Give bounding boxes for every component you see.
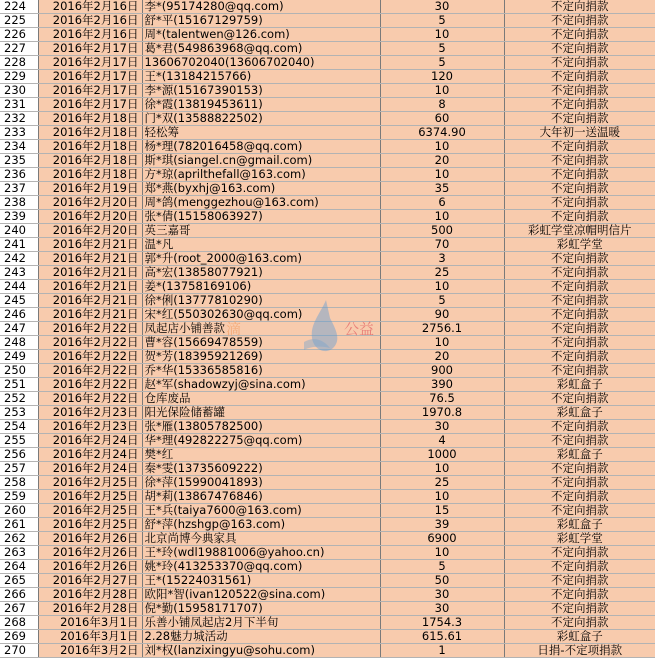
row-number-cell[interactable]: 243 — [0, 266, 38, 280]
row-number-cell[interactable]: 255 — [0, 434, 38, 448]
row-number-cell[interactable]: 231 — [0, 98, 38, 112]
note-cell[interactable]: 日捐-不定项捐款 — [504, 644, 655, 658]
row-number-cell[interactable]: 225 — [0, 14, 38, 28]
date-cell[interactable]: 2016年2月27日 — [38, 574, 142, 588]
table-row — [0, 168, 655, 182]
amount-cell[interactable]: 4 — [380, 434, 504, 448]
note-cell[interactable]: 彩虹盒子 — [504, 406, 655, 420]
table-row — [0, 84, 655, 98]
table-row — [0, 378, 655, 392]
amount-cell[interactable]: 10 — [380, 546, 504, 560]
table-row — [0, 574, 655, 588]
table-row — [0, 420, 655, 434]
amount-cell[interactable]: 6374.90 — [380, 126, 504, 140]
donor-cell[interactable]: 13606702040(13606702040) — [142, 56, 380, 70]
row-number-cell[interactable]: 244 — [0, 280, 38, 294]
note-cell[interactable]: 不定向捐款 — [504, 266, 655, 280]
table-row — [0, 56, 655, 70]
note-cell[interactable]: 不定向捐款 — [504, 476, 655, 490]
donor-cell[interactable]: 杨*理(782016458@qq.com) — [142, 140, 380, 154]
amount-cell[interactable]: 30 — [380, 588, 504, 602]
note-cell[interactable]: 不定向捐款 — [504, 56, 655, 70]
donor-cell[interactable]: 舒*萍(hzshgp@163.com) — [142, 518, 380, 532]
donor-cell[interactable]: 葛*君(549863968@qq.com) — [142, 42, 380, 56]
amount-cell[interactable]: 8 — [380, 98, 504, 112]
row-number-cell[interactable]: 251 — [0, 378, 38, 392]
amount-cell[interactable]: 76.5 — [380, 392, 504, 406]
date-cell[interactable]: 2016年2月19日 — [38, 182, 142, 196]
amount-cell[interactable]: 120 — [380, 70, 504, 84]
date-cell[interactable]: 2016年2月28日 — [38, 588, 142, 602]
donor-cell[interactable]: 郑*燕(byxhj@163.com) — [142, 182, 380, 196]
note-cell[interactable]: 彩虹学堂 — [504, 532, 655, 546]
table-row — [0, 518, 655, 532]
date-cell[interactable]: 2016年2月20日 — [38, 196, 142, 210]
row-number-cell[interactable]: 257 — [0, 462, 38, 476]
table-row — [0, 308, 655, 322]
note-cell[interactable]: 不定向捐款 — [504, 84, 655, 98]
donor-cell[interactable]: 李*源(15167390153) — [142, 84, 380, 98]
date-cell[interactable]: 2016年2月28日 — [38, 602, 142, 616]
date-cell[interactable]: 2016年2月17日 — [38, 98, 142, 112]
table-row — [0, 588, 655, 602]
note-cell[interactable]: 彩虹盒子 — [504, 378, 655, 392]
row-number-cell[interactable]: 261 — [0, 518, 38, 532]
amount-cell[interactable]: 10 — [380, 210, 504, 224]
table-row — [0, 252, 655, 266]
row-number-cell[interactable]: 249 — [0, 350, 38, 364]
amount-cell[interactable]: 6 — [380, 196, 504, 210]
date-cell[interactable]: 2016年2月26日 — [38, 532, 142, 546]
donor-cell[interactable]: 樊*红 — [142, 448, 380, 462]
amount-cell[interactable]: 90 — [380, 308, 504, 322]
donor-cell[interactable]: 贺*芳(18395921269) — [142, 350, 380, 364]
donor-cell[interactable]: 胡*莉(13867476846) — [142, 490, 380, 504]
donor-cell[interactable]: 周*(talentwen@126.com) — [142, 28, 380, 42]
amount-cell[interactable]: 500 — [380, 224, 504, 238]
donor-cell[interactable]: 阳光保险储蓄罐 — [142, 406, 380, 420]
row-number-cell[interactable]: 230 — [0, 84, 38, 98]
donor-cell[interactable]: 乐善小铺凤起店2月下半旬 — [142, 616, 380, 630]
donor-cell[interactable]: 轻松筹 — [142, 126, 380, 140]
amount-cell[interactable]: 900 — [380, 364, 504, 378]
date-cell[interactable]: 2016年2月17日 — [38, 70, 142, 84]
note-cell[interactable]: 不定向捐款 — [504, 602, 655, 616]
row-number-cell[interactable]: 226 — [0, 28, 38, 42]
table-row — [0, 350, 655, 364]
note-cell[interactable]: 不定向捐款 — [504, 546, 655, 560]
note-cell[interactable]: 彩虹盒子 — [504, 630, 655, 644]
note-cell[interactable]: 不定向捐款 — [504, 182, 655, 196]
amount-cell[interactable]: 1000 — [380, 448, 504, 462]
date-cell[interactable]: 2016年2月20日 — [38, 224, 142, 238]
row-number-cell[interactable]: 262 — [0, 532, 38, 546]
amount-cell[interactable]: 10 — [380, 490, 504, 504]
table-row — [0, 630, 655, 644]
donor-cell[interactable]: 门*双(13588822502) — [142, 112, 380, 126]
table-row — [0, 42, 655, 56]
amount-cell[interactable]: 10 — [380, 168, 504, 182]
table-row — [0, 266, 655, 280]
row-number-cell[interactable]: 253 — [0, 406, 38, 420]
amount-cell[interactable]: 70 — [380, 238, 504, 252]
table-row — [0, 546, 655, 560]
note-cell[interactable]: 彩虹学堂 — [504, 238, 655, 252]
donor-cell[interactable]: 王*(13184215766) — [142, 70, 380, 84]
donor-cell[interactable]: 郭*升(root_2000@163.com) — [142, 252, 380, 266]
note-cell[interactable]: 不定向捐款 — [504, 434, 655, 448]
donor-cell[interactable]: 徐*萍(15990041893) — [142, 476, 380, 490]
amount-cell[interactable]: 50 — [380, 574, 504, 588]
donor-cell[interactable]: 王*玲(wdl19881006@yahoo.cn) — [142, 546, 380, 560]
table-row — [0, 294, 655, 308]
row-number-cell[interactable]: 268 — [0, 616, 38, 630]
note-cell[interactable]: 不定向捐款 — [504, 420, 655, 434]
row-number-cell[interactable]: 254 — [0, 420, 38, 434]
date-cell[interactable]: 2016年3月1日 — [38, 616, 142, 630]
donor-cell[interactable]: 张*雁(13805782500) — [142, 420, 380, 434]
table-row — [0, 364, 655, 378]
date-cell[interactable]: 2016年3月2日 — [38, 644, 142, 658]
row-number-cell[interactable]: 229 — [0, 70, 38, 84]
row-number-cell[interactable]: 236 — [0, 168, 38, 182]
date-cell[interactable]: 2016年2月26日 — [38, 546, 142, 560]
row-number-cell[interactable]: 232 — [0, 112, 38, 126]
note-cell[interactable]: 不定向捐款 — [504, 490, 655, 504]
table-row — [0, 238, 655, 252]
table-row — [0, 0, 655, 14]
row-number-cell[interactable]: 224 — [0, 0, 38, 14]
row-number-cell[interactable]: 234 — [0, 140, 38, 154]
amount-cell[interactable]: 3 — [380, 252, 504, 266]
table-row — [0, 14, 655, 28]
note-cell[interactable]: 不定向捐款 — [504, 210, 655, 224]
date-cell[interactable]: 2016年2月22日 — [38, 322, 142, 336]
note-cell[interactable]: 不定向捐款 — [504, 350, 655, 364]
donor-cell[interactable]: 倪*勤(15958171707) — [142, 602, 380, 616]
date-cell[interactable]: 2016年2月18日 — [38, 112, 142, 126]
date-cell[interactable]: 2016年2月17日 — [38, 84, 142, 98]
amount-cell[interactable]: 10 — [380, 84, 504, 98]
amount-cell[interactable]: 5 — [380, 294, 504, 308]
donor-cell[interactable]: 高*宏(13858077921) — [142, 266, 380, 280]
table-row — [0, 336, 655, 350]
donor-cell[interactable]: 姜*(13758169106) — [142, 280, 380, 294]
table-row — [0, 280, 655, 294]
row-number-cell[interactable]: 247 — [0, 322, 38, 336]
table-row — [0, 322, 655, 336]
table-row — [0, 112, 655, 126]
amount-cell[interactable]: 15 — [380, 504, 504, 518]
date-cell[interactable]: 2016年2月26日 — [38, 560, 142, 574]
date-cell[interactable]: 2016年2月18日 — [38, 154, 142, 168]
table-row — [0, 224, 655, 238]
row-number-cell[interactable]: 250 — [0, 364, 38, 378]
date-cell[interactable]: 2016年2月24日 — [38, 462, 142, 476]
date-cell[interactable]: 2016年2月21日 — [38, 252, 142, 266]
row-number-cell[interactable]: 260 — [0, 504, 38, 518]
row-number-cell[interactable]: 266 — [0, 588, 38, 602]
row-number-cell[interactable]: 227 — [0, 42, 38, 56]
date-cell[interactable]: 2016年2月21日 — [38, 280, 142, 294]
date-cell[interactable]: 2016年2月17日 — [38, 42, 142, 56]
donor-cell[interactable]: 刘*权(lanzixingyu@sohu.com) — [142, 644, 380, 658]
note-cell[interactable]: 不定向捐款 — [504, 616, 655, 630]
row-number-cell[interactable]: 258 — [0, 476, 38, 490]
donor-cell[interactable]: 王*兵(taiya7600@163.com) — [142, 504, 380, 518]
donor-cell[interactable]: 2.28魅力城活动 — [142, 630, 380, 644]
table-row — [0, 140, 655, 154]
note-cell[interactable]: 不定向捐款 — [504, 196, 655, 210]
donor-cell[interactable]: 姚*玲(413253370@qq.com) — [142, 560, 380, 574]
donor-cell[interactable]: 凤起店小铺善款 — [142, 322, 380, 336]
donor-cell[interactable]: 张*倩(15158063927) — [142, 210, 380, 224]
note-cell[interactable]: 彩虹学堂凉帽明信片 — [504, 224, 655, 238]
row-number-cell[interactable]: 235 — [0, 154, 38, 168]
date-cell[interactable]: 2016年2月22日 — [38, 378, 142, 392]
note-cell[interactable]: 不定向捐款 — [504, 588, 655, 602]
table-row — [0, 196, 655, 210]
amount-cell[interactable]: 10 — [380, 336, 504, 350]
donor-cell[interactable]: 斯*琪(siangel.cn@gmail.com) — [142, 154, 380, 168]
donor-cell[interactable]: 北京尚博今典家具 — [142, 532, 380, 546]
date-cell[interactable]: 2016年2月25日 — [38, 504, 142, 518]
date-cell[interactable]: 2016年2月25日 — [38, 490, 142, 504]
row-number-cell[interactable]: 264 — [0, 560, 38, 574]
table-row — [0, 126, 655, 140]
note-cell[interactable]: 不定向捐款 — [504, 98, 655, 112]
amount-cell[interactable]: 5 — [380, 14, 504, 28]
watermark-left-text: 滴 — [226, 320, 242, 338]
amount-cell[interactable]: 2756.1 — [380, 322, 504, 336]
date-cell[interactable]: 2016年2月16日 — [38, 14, 142, 28]
row-number-cell[interactable]: 265 — [0, 574, 38, 588]
note-cell[interactable]: 不定向捐款 — [504, 294, 655, 308]
table-row — [0, 434, 655, 448]
amount-cell[interactable]: 39 — [380, 518, 504, 532]
note-cell[interactable]: 不定向捐款 — [504, 392, 655, 406]
table-row — [0, 392, 655, 406]
note-cell[interactable]: 彩虹盒子 — [504, 518, 655, 532]
date-cell[interactable]: 2016年2月23日 — [38, 406, 142, 420]
row-number-cell[interactable]: 263 — [0, 546, 38, 560]
donor-cell[interactable]: 曹*容(15669478559) — [142, 336, 380, 350]
donor-cell[interactable]: 王*(15224031561) — [142, 574, 380, 588]
donor-cell[interactable]: 徐*俐(13777810290) — [142, 294, 380, 308]
table-row — [0, 532, 655, 546]
amount-cell[interactable]: 25 — [380, 476, 504, 490]
date-cell[interactable]: 2016年2月22日 — [38, 336, 142, 350]
donor-cell[interactable]: 仓库废品 — [142, 392, 380, 406]
date-cell[interactable]: 2016年2月22日 — [38, 364, 142, 378]
table-row — [0, 504, 655, 518]
amount-cell[interactable]: 20 — [380, 154, 504, 168]
row-number-cell[interactable]: 238 — [0, 196, 38, 210]
note-cell[interactable]: 不定向捐款 — [504, 14, 655, 28]
donor-cell[interactable]: 徐*霞(13819453611) — [142, 98, 380, 112]
date-cell[interactable]: 2016年2月24日 — [38, 434, 142, 448]
table-row — [0, 476, 655, 490]
table-row — [0, 210, 655, 224]
note-cell[interactable]: 不定向捐款 — [504, 154, 655, 168]
date-cell[interactable]: 2016年3月1日 — [38, 630, 142, 644]
note-cell[interactable]: 不定向捐款 — [504, 322, 655, 336]
row-number-cell[interactable]: 246 — [0, 308, 38, 322]
note-cell[interactable]: 不定向捐款 — [504, 168, 655, 182]
amount-cell[interactable]: 60 — [380, 112, 504, 126]
table-row — [0, 448, 655, 462]
date-cell[interactable]: 2016年2月21日 — [38, 308, 142, 322]
donor-cell[interactable]: 温*凡 — [142, 238, 380, 252]
date-cell[interactable]: 2016年2月21日 — [38, 266, 142, 280]
note-cell[interactable]: 不定向捐款 — [504, 0, 655, 14]
row-number-cell[interactable]: 245 — [0, 294, 38, 308]
date-cell[interactable]: 2016年2月17日 — [38, 56, 142, 70]
date-cell[interactable]: 2016年2月18日 — [38, 140, 142, 154]
row-number-cell[interactable]: 259 — [0, 490, 38, 504]
row-number-cell[interactable]: 239 — [0, 210, 38, 224]
amount-cell[interactable]: 1970.8 — [380, 406, 504, 420]
table-row — [0, 616, 655, 630]
row-number-cell[interactable]: 241 — [0, 238, 38, 252]
donor-cell[interactable]: 欧阳*智(ivan120522@sina.com) — [142, 588, 380, 602]
note-cell[interactable]: 不定向捐款 — [504, 574, 655, 588]
note-cell[interactable]: 不定向捐款 — [504, 112, 655, 126]
amount-cell[interactable]: 20 — [380, 350, 504, 364]
note-cell[interactable]: 不定向捐款 — [504, 560, 655, 574]
date-cell[interactable]: 2016年2月24日 — [38, 448, 142, 462]
note-cell[interactable]: 不定向捐款 — [504, 364, 655, 378]
donor-cell[interactable]: 周*鸽(menggezhou@163.com) — [142, 196, 380, 210]
note-cell[interactable]: 不定向捐款 — [504, 280, 655, 294]
row-number-cell[interactable]: 269 — [0, 630, 38, 644]
row-number-cell[interactable]: 228 — [0, 56, 38, 70]
note-cell[interactable]: 不定向捐款 — [504, 252, 655, 266]
date-cell[interactable]: 2016年2月18日 — [38, 126, 142, 140]
table-row — [0, 490, 655, 504]
table-row — [0, 406, 655, 420]
row-number-cell[interactable]: 270 — [0, 644, 38, 658]
note-cell[interactable]: 不定向捐款 — [504, 504, 655, 518]
date-cell[interactable]: 2016年2月22日 — [38, 392, 142, 406]
table-row — [0, 602, 655, 616]
amount-cell[interactable]: 10 — [380, 280, 504, 294]
table-row — [0, 560, 655, 574]
row-number-cell[interactable]: 240 — [0, 224, 38, 238]
donor-cell[interactable]: 英三嘉哥 — [142, 224, 380, 238]
amount-cell[interactable]: 10 — [380, 462, 504, 476]
donor-cell[interactable]: 秦*雯(13735609222) — [142, 462, 380, 476]
amount-cell[interactable]: 5 — [380, 42, 504, 56]
table-row — [0, 28, 655, 42]
amount-cell[interactable]: 5 — [380, 560, 504, 574]
table-row — [0, 182, 655, 196]
row-number-cell[interactable]: 256 — [0, 448, 38, 462]
amount-cell[interactable]: 35 — [380, 182, 504, 196]
table-row — [0, 70, 655, 84]
donor-cell[interactable]: 舒*平(15167129759) — [142, 14, 380, 28]
watermark-right-text: 公益 — [344, 320, 375, 338]
amount-cell[interactable]: 30 — [380, 420, 504, 434]
row-number-cell[interactable]: 252 — [0, 392, 38, 406]
note-cell[interactable]: 不定向捐款 — [504, 42, 655, 56]
row-number-cell[interactable]: 242 — [0, 252, 38, 266]
date-cell[interactable]: 2016年2月21日 — [38, 294, 142, 308]
amount-cell[interactable]: 30 — [380, 602, 504, 616]
date-cell[interactable]: 2016年2月20日 — [38, 210, 142, 224]
date-cell[interactable]: 2016年2月25日 — [38, 476, 142, 490]
donor-cell[interactable]: 方*琼(aprilthefall@163.com) — [142, 168, 380, 182]
amount-cell[interactable]: 1 — [380, 644, 504, 658]
donor-cell[interactable]: 华*理(492822275@qq.com) — [142, 434, 380, 448]
amount-cell[interactable]: 1754.3 — [380, 616, 504, 630]
note-cell[interactable]: 不定向捐款 — [504, 28, 655, 42]
row-number-cell[interactable]: 248 — [0, 336, 38, 350]
amount-cell[interactable]: 5 — [380, 56, 504, 70]
donor-cell[interactable]: 乔*华(15336585816) — [142, 364, 380, 378]
note-cell[interactable]: 不定向捐款 — [504, 336, 655, 350]
note-cell[interactable]: 不定向捐款 — [504, 140, 655, 154]
date-cell[interactable]: 2016年2月16日 — [38, 0, 142, 14]
table-row — [0, 154, 655, 168]
amount-cell[interactable]: 10 — [380, 28, 504, 42]
table-row — [0, 98, 655, 112]
date-cell[interactable]: 2016年2月25日 — [38, 518, 142, 532]
amount-cell[interactable]: 6900 — [380, 532, 504, 546]
row-number-cell[interactable]: 267 — [0, 602, 38, 616]
table-row — [0, 462, 655, 476]
note-cell[interactable]: 彩虹盒子 — [504, 448, 655, 462]
amount-cell[interactable]: 615.61 — [380, 630, 504, 644]
donor-cell[interactable]: 李*(95174280@qq.com) — [142, 0, 380, 14]
row-number-cell[interactable]: 233 — [0, 126, 38, 140]
note-cell[interactable]: 不定向捐款 — [504, 70, 655, 84]
note-cell[interactable]: 不定向捐款 — [504, 462, 655, 476]
donor-cell[interactable]: 宋*红(550302630@qq.com) — [142, 308, 380, 322]
amount-cell[interactable]: 10 — [380, 140, 504, 154]
note-cell[interactable]: 不定向捐款 — [504, 308, 655, 322]
amount-cell[interactable]: 30 — [380, 0, 504, 14]
date-cell[interactable]: 2016年2月16日 — [38, 28, 142, 42]
date-cell[interactable]: 2016年2月18日 — [38, 168, 142, 182]
date-cell[interactable]: 2016年2月23日 — [38, 420, 142, 434]
table-row — [0, 644, 655, 658]
row-number-cell[interactable]: 237 — [0, 182, 38, 196]
amount-cell[interactable]: 390 — [380, 378, 504, 392]
note-cell[interactable]: 大年初一送温暖 — [504, 126, 655, 140]
date-cell[interactable]: 2016年2月22日 — [38, 350, 142, 364]
amount-cell[interactable]: 25 — [380, 266, 504, 280]
date-cell[interactable]: 2016年2月21日 — [38, 238, 142, 252]
donor-cell[interactable]: 赵*军(shadowzyj@sina.com) — [142, 378, 380, 392]
